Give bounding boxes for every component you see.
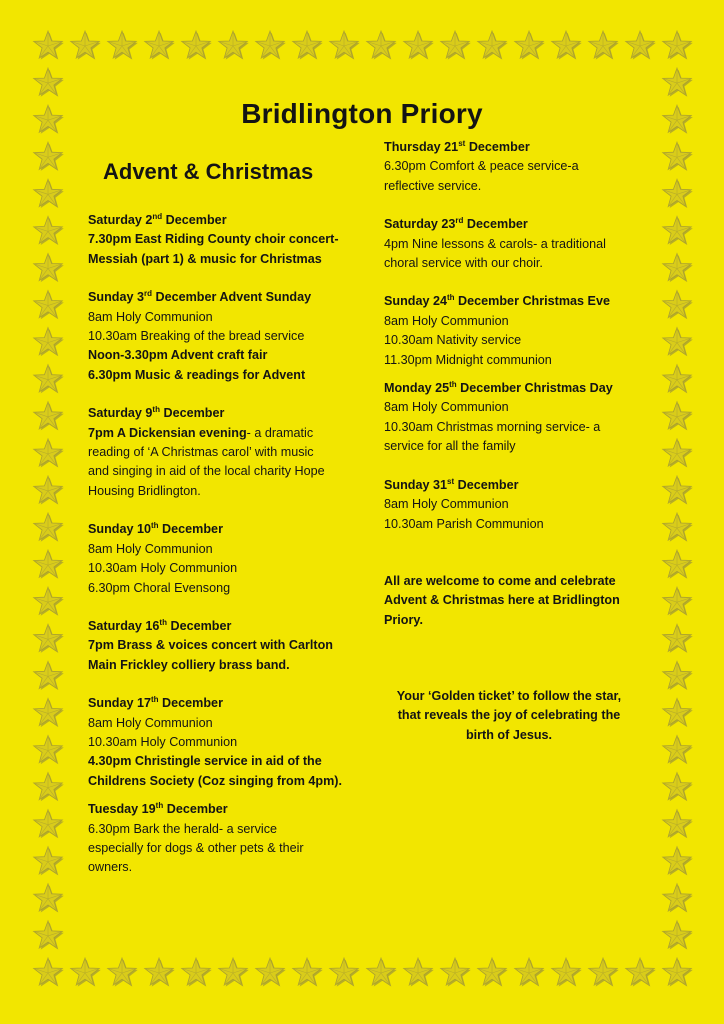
star-icon <box>552 958 582 987</box>
star-icon <box>441 958 471 987</box>
event-line-bold: 7pm A Dickensian evening <box>88 425 247 440</box>
event-line: 10.30am Christmas morning service- a <box>384 419 601 434</box>
star-icon <box>663 661 693 690</box>
event-heading-rest: December <box>163 802 228 817</box>
event-dec-10 <box>88 520 363 598</box>
star-icon <box>515 31 545 60</box>
star-icon <box>34 291 64 320</box>
star-icon <box>34 254 64 283</box>
event-line: 7.30pm East Riding County choir concert- <box>88 232 339 247</box>
welcome-line: Priory. <box>384 612 423 627</box>
event-heading <box>384 215 654 234</box>
event-dec-2 <box>88 211 363 269</box>
star-icon <box>71 31 101 60</box>
event-line: Main Frickley colliery brass band. <box>88 657 290 672</box>
ticket-line: that reveals the joy of celebrating the <box>397 708 621 723</box>
star-icon <box>34 958 64 987</box>
event-day: Thursday 21 <box>384 140 459 154</box>
star-icon <box>34 513 64 542</box>
ticket-line: Your ‘Golden ticket’ to follow the star, <box>396 689 622 703</box>
star-icon <box>256 31 286 60</box>
star-icon <box>663 513 693 542</box>
star-icon <box>34 921 64 950</box>
event-line: reading of ‘A Christmas carol’ with music <box>88 445 314 460</box>
event-dec-31 <box>384 476 654 534</box>
star-icon <box>34 31 64 60</box>
star-icon <box>663 587 693 616</box>
event-day: Saturday 23 <box>384 217 456 232</box>
welcome-line: All are welcome to come and celebrate <box>384 573 616 588</box>
event-heading-rest: December Christmas Eve <box>454 294 610 309</box>
event-line: 11.30pm Midnight communion <box>384 352 552 367</box>
star-icon <box>34 365 64 394</box>
event-line: Messiah (part 1) & music for Christmas <box>88 251 322 266</box>
event-dec-23 <box>384 215 654 273</box>
event-heading-rest: December <box>158 696 223 711</box>
event-line: 8am Holy Communion <box>88 309 213 324</box>
event-line: 10.30am Holy Communion <box>88 561 238 576</box>
star-icon <box>256 958 286 987</box>
star-icon <box>663 365 693 394</box>
event-heading-rest: December Advent Sunday <box>152 290 312 305</box>
star-icon <box>441 31 471 60</box>
star-icon <box>330 31 360 60</box>
event-day: Saturday 16 <box>88 618 160 633</box>
welcome-line: Advent & Christmas here at Bridlington <box>384 593 620 608</box>
date-suffix: th <box>151 521 159 531</box>
event-heading <box>88 520 363 539</box>
date-suffix: th <box>159 617 167 627</box>
event-day: Sunday 17 <box>88 696 151 711</box>
star-icon <box>626 31 656 60</box>
event-line: and singing in aid of the local charity Hope <box>88 464 325 479</box>
star-icon <box>663 31 693 60</box>
date-suffix: th <box>449 380 457 390</box>
event-heading-rest: December <box>159 406 225 421</box>
star-icon <box>663 291 693 320</box>
event-heading-rest: December <box>465 140 530 154</box>
event-day: Saturday 9 <box>88 406 153 421</box>
star-icon <box>145 958 175 987</box>
event-dec-25 <box>384 379 654 457</box>
event-line: 8am Holy Communion <box>384 497 509 512</box>
event-line: 8am Holy Communion <box>384 313 509 328</box>
star-icon <box>404 31 434 60</box>
star-icon <box>663 179 693 208</box>
star-icon <box>182 31 212 60</box>
event-day: Sunday 3 <box>88 290 144 305</box>
star-icon <box>34 661 64 690</box>
star-icon <box>663 328 693 357</box>
star-icon <box>663 958 693 987</box>
event-heading <box>88 800 363 819</box>
event-line: 8am Holy Communion <box>384 400 509 415</box>
event-heading <box>384 292 654 311</box>
date-suffix: rd <box>455 216 464 226</box>
star-icon <box>663 884 693 913</box>
event-line: Housing Bridlington. <box>88 483 201 498</box>
star-icon <box>663 402 693 431</box>
date-suffix: nd <box>152 212 163 221</box>
star-icon <box>589 958 619 987</box>
event-heading-rest: December <box>463 217 528 232</box>
event-line <box>88 424 363 443</box>
event-line: 8am Holy Communion <box>88 715 213 730</box>
star-icon <box>663 550 693 579</box>
star-icon <box>219 958 249 987</box>
event-day: Sunday 24 <box>384 294 447 309</box>
star-icon <box>34 550 64 579</box>
date-suffix: rd <box>144 289 152 299</box>
star-icon <box>219 31 249 60</box>
event-line-tail: - a dramatic <box>246 425 314 440</box>
event-line: 10.30am Nativity service <box>384 333 522 348</box>
star-icon <box>34 587 64 616</box>
star-icon <box>145 31 175 60</box>
star-icon <box>34 698 64 727</box>
star-icon <box>293 31 323 60</box>
event-line: owners. <box>88 860 133 875</box>
date-suffix: th <box>155 801 164 811</box>
star-icon <box>34 736 64 765</box>
page-subtitle: Advent & Christmas <box>103 159 314 184</box>
date-suffix: st <box>458 139 466 148</box>
event-line: 4.30pm Christingle service in aid of the <box>88 754 322 769</box>
star-icon <box>34 773 64 802</box>
event-line: 6.30pm Comfort & peace service-a <box>384 159 579 174</box>
event-dec-19 <box>88 800 363 878</box>
event-heading <box>88 404 363 423</box>
event-heading <box>88 211 363 230</box>
star-icon <box>663 847 693 876</box>
star-icon <box>34 810 64 839</box>
event-heading <box>384 379 654 398</box>
star-icon <box>367 958 397 987</box>
star-icon <box>34 142 64 171</box>
star-icon <box>34 216 64 245</box>
star-icon <box>34 439 64 468</box>
event-line: 10.30am Breaking of the bread service <box>88 329 305 344</box>
star-icon <box>34 624 64 653</box>
star-icon <box>108 31 138 60</box>
star-icon <box>663 624 693 653</box>
event-line: reflective service. <box>384 178 482 193</box>
star-icon <box>34 328 64 357</box>
date-suffix: th <box>152 405 160 415</box>
event-line: especially for dogs & other pets & their <box>88 840 304 855</box>
date-suffix: th <box>447 293 455 303</box>
event-heading-rest: December <box>162 213 227 227</box>
event-line: 6.30pm Bark the herald- a service <box>88 821 277 836</box>
welcome-message <box>384 572 654 630</box>
date-suffix: st <box>447 476 455 486</box>
event-heading-rest: December Christmas Day <box>456 381 613 396</box>
star-icon <box>552 31 582 60</box>
star-icon <box>663 921 693 950</box>
left-column <box>88 211 363 878</box>
event-dec-17 <box>88 694 363 791</box>
star-icon <box>663 254 693 283</box>
star-icon <box>34 847 64 876</box>
event-heading <box>384 138 654 157</box>
star-icon <box>663 68 693 97</box>
event-dec-24 <box>384 292 654 370</box>
event-day: Sunday 10 <box>88 522 151 537</box>
event-heading-rest: December <box>166 618 232 633</box>
star-icon <box>663 736 693 765</box>
star-icon <box>626 958 656 987</box>
star-icon <box>34 476 64 505</box>
event-line: 7pm Brass & voices concert with Carlton <box>88 638 333 653</box>
event-heading <box>88 617 363 636</box>
event-line: 6.30pm Choral Evensong <box>88 580 231 595</box>
event-heading <box>384 476 654 495</box>
event-heading <box>88 694 363 713</box>
date-suffix: th <box>151 695 159 705</box>
event-day: Tuesday 19 <box>88 802 156 817</box>
event-line: Noon-3.30pm Advent craft fair <box>88 348 268 363</box>
page-title: Bridlington Priory <box>241 98 483 129</box>
star-icon <box>108 958 138 987</box>
star-icon <box>663 142 693 171</box>
star-icon <box>663 216 693 245</box>
event-heading-rest: December <box>158 522 223 537</box>
star-icon <box>293 958 323 987</box>
star-icon <box>663 698 693 727</box>
star-icon <box>71 958 101 987</box>
star-icon <box>182 958 212 987</box>
star-icon <box>34 884 64 913</box>
star-icon <box>663 439 693 468</box>
event-line: 10.30am Parish Communion <box>384 516 544 531</box>
star-icon <box>404 958 434 987</box>
event-dec-3 <box>88 288 363 385</box>
ticket-line: birth of Jesus. <box>465 727 553 742</box>
event-dec-16 <box>88 617 363 675</box>
event-line: 10.30am Holy Communion <box>88 734 238 749</box>
event-line: 6.30pm Music & readings for Advent <box>88 367 306 382</box>
event-day: Saturday 2 <box>88 213 153 227</box>
star-icon <box>478 958 508 987</box>
event-line: Childrens Society (Coz singing from 4pm). <box>88 773 342 788</box>
event-line: 8am Holy Communion <box>88 541 213 556</box>
event-dec-21 <box>384 138 654 196</box>
event-line: 4pm Nine lessons & carols- a traditional <box>384 236 606 251</box>
star-icon <box>515 958 545 987</box>
event-day: Monday 25 <box>384 381 450 396</box>
star-icon <box>663 810 693 839</box>
right-column <box>384 138 654 630</box>
event-line: choral service with our choir. <box>384 256 543 271</box>
event-heading <box>88 288 363 307</box>
star-icon <box>34 179 64 208</box>
star-icon <box>589 31 619 60</box>
star-icon <box>663 476 693 505</box>
event-line: service for all the family <box>384 439 516 454</box>
star-icon <box>367 31 397 60</box>
star-icon <box>34 402 64 431</box>
star-icon <box>330 958 360 987</box>
event-heading-rest: December <box>454 477 519 492</box>
star-icon <box>34 68 64 97</box>
golden-ticket-message <box>384 687 634 745</box>
event-day: Sunday 31 <box>384 477 447 492</box>
event-dec-9 <box>88 404 363 501</box>
star-icon <box>478 31 508 60</box>
star-icon <box>663 773 693 802</box>
